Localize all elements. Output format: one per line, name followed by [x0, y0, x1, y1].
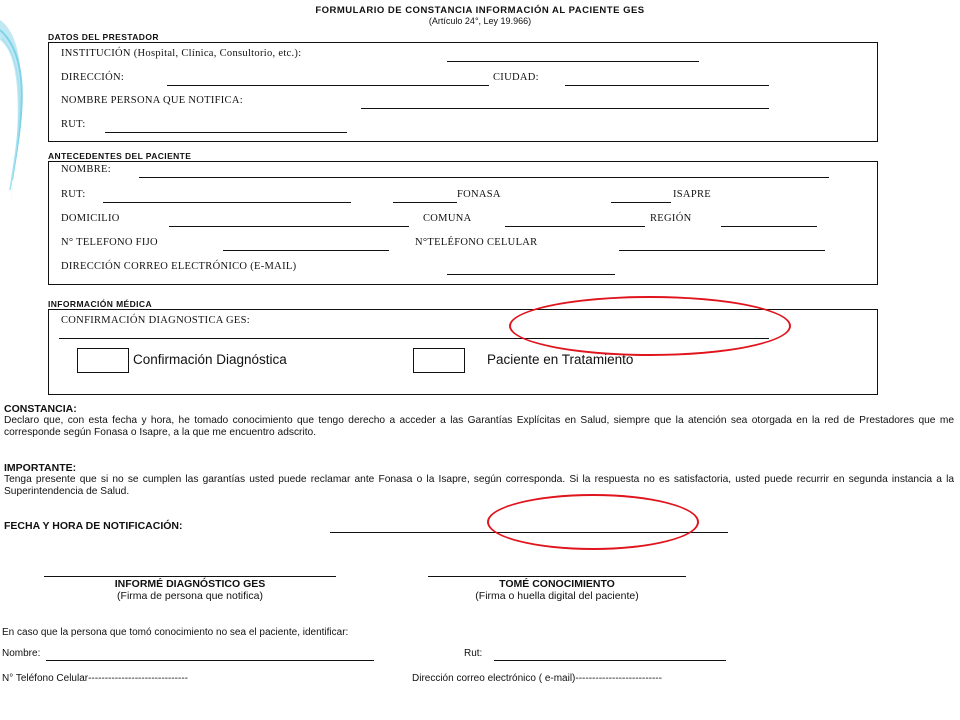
prestador-box — [48, 42, 878, 142]
comuna-line[interactable] — [505, 226, 645, 227]
isapre-line[interactable] — [611, 202, 671, 203]
annotation-oval-fecha — [487, 494, 699, 550]
identificar-intro: En caso que la persona que tomó conocimiento no sea el paciente, identificar: — [2, 627, 349, 638]
ident-correo: Dirección correo electrónico ( e-mail)-------------------------- — [412, 673, 662, 684]
nombre-paciente-label: NOMBRE: — [61, 164, 111, 175]
ident-telefono: N° Teléfono Celular------------------------------ — [2, 673, 188, 684]
telefono-fijo-label: N° TELEFONO FIJO — [61, 237, 158, 248]
importante-text: Tenga presente que si no se cumplen las garantías usted puede reclamar ante Fonasa o la Isapre, según corresponda. Si la respuesta no es satisfactoria, usted puede recurrir en segunda instancia a la Superintendencia de Salud. — [4, 474, 954, 497]
confirmacion-diagnostica-checkbox[interactable] — [77, 348, 129, 373]
ident-rut-line[interactable] — [494, 660, 726, 661]
fonasa-line[interactable] — [393, 202, 457, 203]
region-line[interactable] — [721, 226, 817, 227]
email-label: DIRECCIÓN CORREO ELECTRÓNICO (E-MAIL) — [61, 261, 297, 272]
firma-notifica-line[interactable] — [44, 576, 336, 577]
form-subtitle: (Artículo 24°, Ley 19.966) — [428, 16, 532, 26]
institucion-line[interactable] — [447, 61, 699, 62]
importante-heading: IMPORTANTE: — [4, 462, 77, 474]
medica-heading: INFORMACIÓN MÉDICA — [48, 299, 152, 309]
nombre-notifica-line[interactable] — [361, 108, 769, 109]
telefono-celular-line[interactable] — [619, 250, 825, 251]
nombre-notifica-label: NOMBRE PERSONA QUE NOTIFICA: — [61, 95, 243, 106]
paciente-tratamiento-label: Paciente en Tratamiento — [487, 352, 634, 367]
firma-paciente-sub: (Firma o huella digital del paciente) — [475, 590, 639, 602]
paciente-heading: ANTECEDENTES DEL PACIENTE — [48, 151, 192, 161]
domicilio-line[interactable] — [169, 226, 409, 227]
firma-notifica-title: INFORMÉ DIAGNÓSTICO GES — [114, 578, 266, 590]
telefono-celular-label: N°TELÉFONO CELULAR — [415, 237, 538, 248]
ciudad-label: CIUDAD: — [493, 72, 539, 83]
constancia-text: Declaro que, con esta fecha y hora, he tomado conocimiento que tengo derecho a acceder a las Garantías Explícitas en Salud, siempre que la atención sea otorgada en la red de Prestadores que me corresponde según Fonasa o Isapre, a la que me encuentro adscrito. — [4, 415, 954, 438]
ident-nombre-line[interactable] — [46, 660, 374, 661]
annotation-oval-diagnostico — [509, 296, 791, 356]
rut-paciente-label: RUT: — [61, 189, 86, 200]
domicilio-label: DOMICILIO — [61, 213, 120, 224]
firma-notifica-sub: (Firma de persona que notifica) — [117, 590, 263, 602]
confirmacion-label: CONFIRMACIÓN DIAGNOSTICA GES: — [61, 315, 250, 326]
region-label: REGIÓN — [650, 213, 692, 224]
firma-paciente-title: TOMÉ CONOCIMIENTO — [499, 578, 615, 590]
paciente-tratamiento-checkbox[interactable] — [413, 348, 465, 373]
rut-paciente-line[interactable] — [103, 202, 351, 203]
telefono-fijo-line[interactable] — [223, 250, 389, 251]
prestador-heading: DATOS DEL PRESTADOR — [48, 32, 159, 42]
direccion-label: DIRECCIÓN: — [61, 72, 125, 83]
rut-prestador-line[interactable] — [105, 132, 347, 133]
constancia-heading: CONSTANCIA: — [4, 403, 77, 415]
isapre-label: ISAPRE — [673, 189, 711, 200]
fonasa-label: FONASA — [457, 189, 501, 200]
direccion-line[interactable] — [167, 85, 489, 86]
paciente-box — [48, 161, 878, 285]
firma-paciente-line[interactable] — [428, 576, 686, 577]
fecha-hora-label: FECHA Y HORA DE NOTIFICACIÓN: — [4, 520, 183, 532]
institucion-label: INSTITUCIÓN (Hospital, Clínica, Consultorio, etc.): — [61, 48, 302, 59]
ident-rut-label: Rut: — [464, 648, 483, 659]
form-title: FORMULARIO DE CONSTANCIA INFORMACIÓN AL PACIENTE GES — [315, 5, 645, 16]
ciudad-line[interactable] — [565, 85, 769, 86]
comuna-label: COMUNA — [423, 213, 472, 224]
rut-prestador-label: RUT: — [61, 119, 86, 130]
nombre-paciente-line[interactable] — [139, 177, 829, 178]
email-line[interactable] — [447, 274, 615, 275]
confirmacion-diagnostica-label: Confirmación Diagnóstica — [133, 352, 287, 367]
ident-nombre-label: Nombre: — [2, 648, 41, 659]
